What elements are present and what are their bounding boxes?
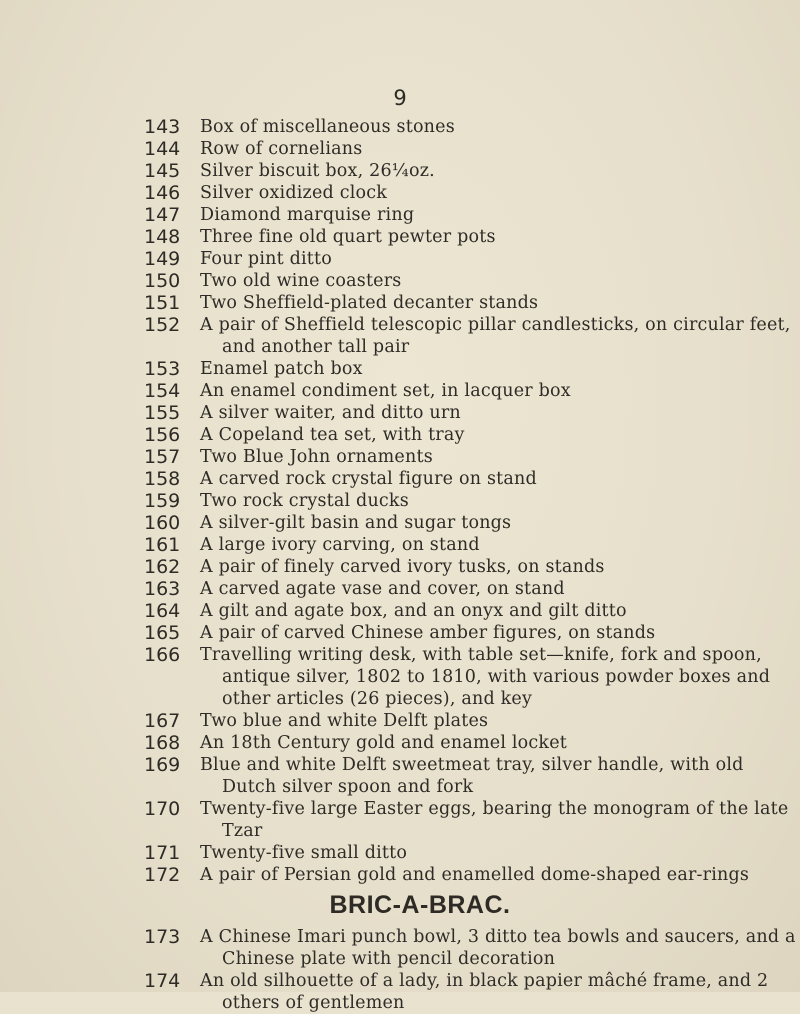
lot-number: 166 bbox=[144, 644, 181, 666]
section-heading: BRIC-A-BRAC. bbox=[329, 891, 511, 919]
lot-item bbox=[0, 270, 800, 292]
lot-number: 174 bbox=[144, 970, 181, 992]
lot-item bbox=[0, 644, 800, 710]
lot-item bbox=[0, 622, 800, 644]
lot-description: Silver oxidized clock bbox=[200, 183, 388, 203]
lot-item bbox=[0, 314, 800, 358]
lot-number: 151 bbox=[144, 292, 181, 314]
lot-number: 147 bbox=[144, 204, 181, 226]
lot-number: 158 bbox=[144, 468, 181, 490]
lot-description: Travelling writing desk, with table set—knife, fork and spoon, antique silver, 1802 to 1810, with various powder boxes and other articles (26 pieces), and key bbox=[200, 645, 771, 709]
lot-description: Two Sheffield-plated decanter stands bbox=[200, 293, 539, 313]
lot-number: 143 bbox=[144, 116, 181, 138]
lot-number: 164 bbox=[144, 600, 181, 622]
lot-number: 169 bbox=[144, 754, 181, 776]
lot-item bbox=[0, 402, 800, 424]
lot-description: Box of miscellaneous stones bbox=[200, 117, 455, 137]
lot-description: A pair of Sheffield telescopic pillar candlesticks, on circular feet, and another tall pair bbox=[200, 315, 791, 357]
lot-number: 172 bbox=[144, 864, 181, 886]
lot-number: 159 bbox=[144, 490, 181, 512]
lot-item bbox=[0, 798, 800, 842]
lot-description: A Chinese Imari punch bowl, 3 ditto tea bowls and saucers, and a Chinese plate with pencil decoration bbox=[200, 927, 796, 969]
lot-description: Three fine old quart pewter pots bbox=[200, 227, 496, 247]
lot-number: 163 bbox=[144, 578, 181, 600]
lot-item bbox=[0, 732, 800, 754]
lot-number: 160 bbox=[144, 512, 181, 534]
lot-item bbox=[0, 926, 800, 970]
lot-description: Two old wine coasters bbox=[200, 271, 402, 291]
lot-description: Two blue and white Delft plates bbox=[200, 711, 489, 731]
lot-description: A carved agate vase and cover, on stand bbox=[200, 579, 565, 599]
lot-number: 148 bbox=[144, 226, 181, 248]
lot-number: 162 bbox=[144, 556, 181, 578]
lot-number: 145 bbox=[144, 160, 181, 182]
lot-item bbox=[0, 600, 800, 622]
lot-number: 170 bbox=[144, 798, 181, 820]
lot-item bbox=[0, 754, 800, 798]
lot-item bbox=[0, 864, 800, 886]
lot-description: Twenty-five large Easter eggs, bearing the monogram of the late Tzar bbox=[200, 799, 789, 841]
lot-number: 154 bbox=[144, 380, 181, 402]
lot-item bbox=[0, 358, 800, 380]
lot-item bbox=[0, 578, 800, 600]
lot-description: An enamel condiment set, in lacquer box bbox=[200, 381, 571, 401]
lot-item bbox=[0, 534, 800, 556]
lot-item bbox=[0, 468, 800, 490]
lot-item bbox=[0, 970, 800, 1014]
lot-description: Four pint ditto bbox=[200, 249, 332, 269]
lot-item bbox=[0, 292, 800, 314]
lot-description: A pair of finely carved ivory tusks, on stands bbox=[200, 557, 605, 577]
lot-number: 165 bbox=[144, 622, 181, 644]
lot-number: 152 bbox=[144, 314, 181, 336]
lot-description: A silver waiter, and ditto urn bbox=[200, 403, 461, 423]
lot-item bbox=[0, 424, 800, 446]
lot-number: 144 bbox=[144, 138, 181, 160]
lot-description: A carved rock crystal figure on stand bbox=[200, 469, 537, 489]
lot-number: 157 bbox=[144, 446, 181, 468]
lot-item bbox=[0, 490, 800, 512]
lot-item bbox=[0, 204, 800, 226]
lot-description: Enamel patch box bbox=[200, 359, 363, 379]
lot-item bbox=[0, 556, 800, 578]
lot-description: Row of cornelians bbox=[200, 139, 363, 159]
lot-item bbox=[0, 182, 800, 204]
lot-item bbox=[0, 446, 800, 468]
lot-number: 168 bbox=[144, 732, 181, 754]
lot-item bbox=[0, 512, 800, 534]
lot-description: A silver-gilt basin and sugar tongs bbox=[200, 513, 512, 533]
lot-description: Silver biscuit box, 26¼oz. bbox=[200, 161, 435, 181]
lot-item bbox=[0, 380, 800, 402]
lot-item bbox=[0, 710, 800, 732]
lot-number: 171 bbox=[144, 842, 181, 864]
lot-number: 173 bbox=[144, 926, 181, 948]
lot-description: Two Blue John ornaments bbox=[200, 447, 433, 467]
lot-list bbox=[0, 116, 800, 1014]
lot-description: A pair of Persian gold and enamelled dome-shaped ear-rings bbox=[200, 865, 750, 885]
lot-description: An 18th Century gold and enamel locket bbox=[200, 733, 568, 753]
lot-number: 156 bbox=[144, 424, 181, 446]
page-number: 9 bbox=[393, 86, 407, 110]
lot-number: 150 bbox=[144, 270, 181, 292]
lot-description: A large ivory carving, on stand bbox=[200, 535, 480, 555]
lot-description: A gilt and agate box, and an onyx and gilt ditto bbox=[200, 601, 627, 621]
lot-number: 146 bbox=[144, 182, 181, 204]
lot-item bbox=[0, 116, 800, 138]
lot-number: 161 bbox=[144, 534, 181, 556]
lot-number: 167 bbox=[144, 710, 181, 732]
lot-item bbox=[0, 226, 800, 248]
lot-description: An old silhouette of a lady, in black papier mâché frame, and 2 others of gentlemen bbox=[200, 971, 769, 1013]
lot-description: A pair of carved Chinese amber figures, on stands bbox=[200, 623, 656, 643]
lot-description: Two rock crystal ducks bbox=[200, 491, 409, 511]
lot-description: Diamond marquise ring bbox=[200, 205, 415, 225]
lot-description: A Copeland tea set, with tray bbox=[200, 425, 465, 445]
lot-item bbox=[0, 248, 800, 270]
lot-description: Twenty-five small ditto bbox=[200, 843, 408, 863]
lot-item bbox=[0, 160, 800, 182]
lot-number: 149 bbox=[144, 248, 181, 270]
lot-number: 153 bbox=[144, 358, 181, 380]
lot-number: 155 bbox=[144, 402, 181, 424]
lot-item bbox=[0, 842, 800, 864]
lot-item bbox=[0, 138, 800, 160]
lot-description: Blue and white Delft sweetmeat tray, silver handle, with old Dutch silver spoon and fork bbox=[200, 755, 744, 797]
